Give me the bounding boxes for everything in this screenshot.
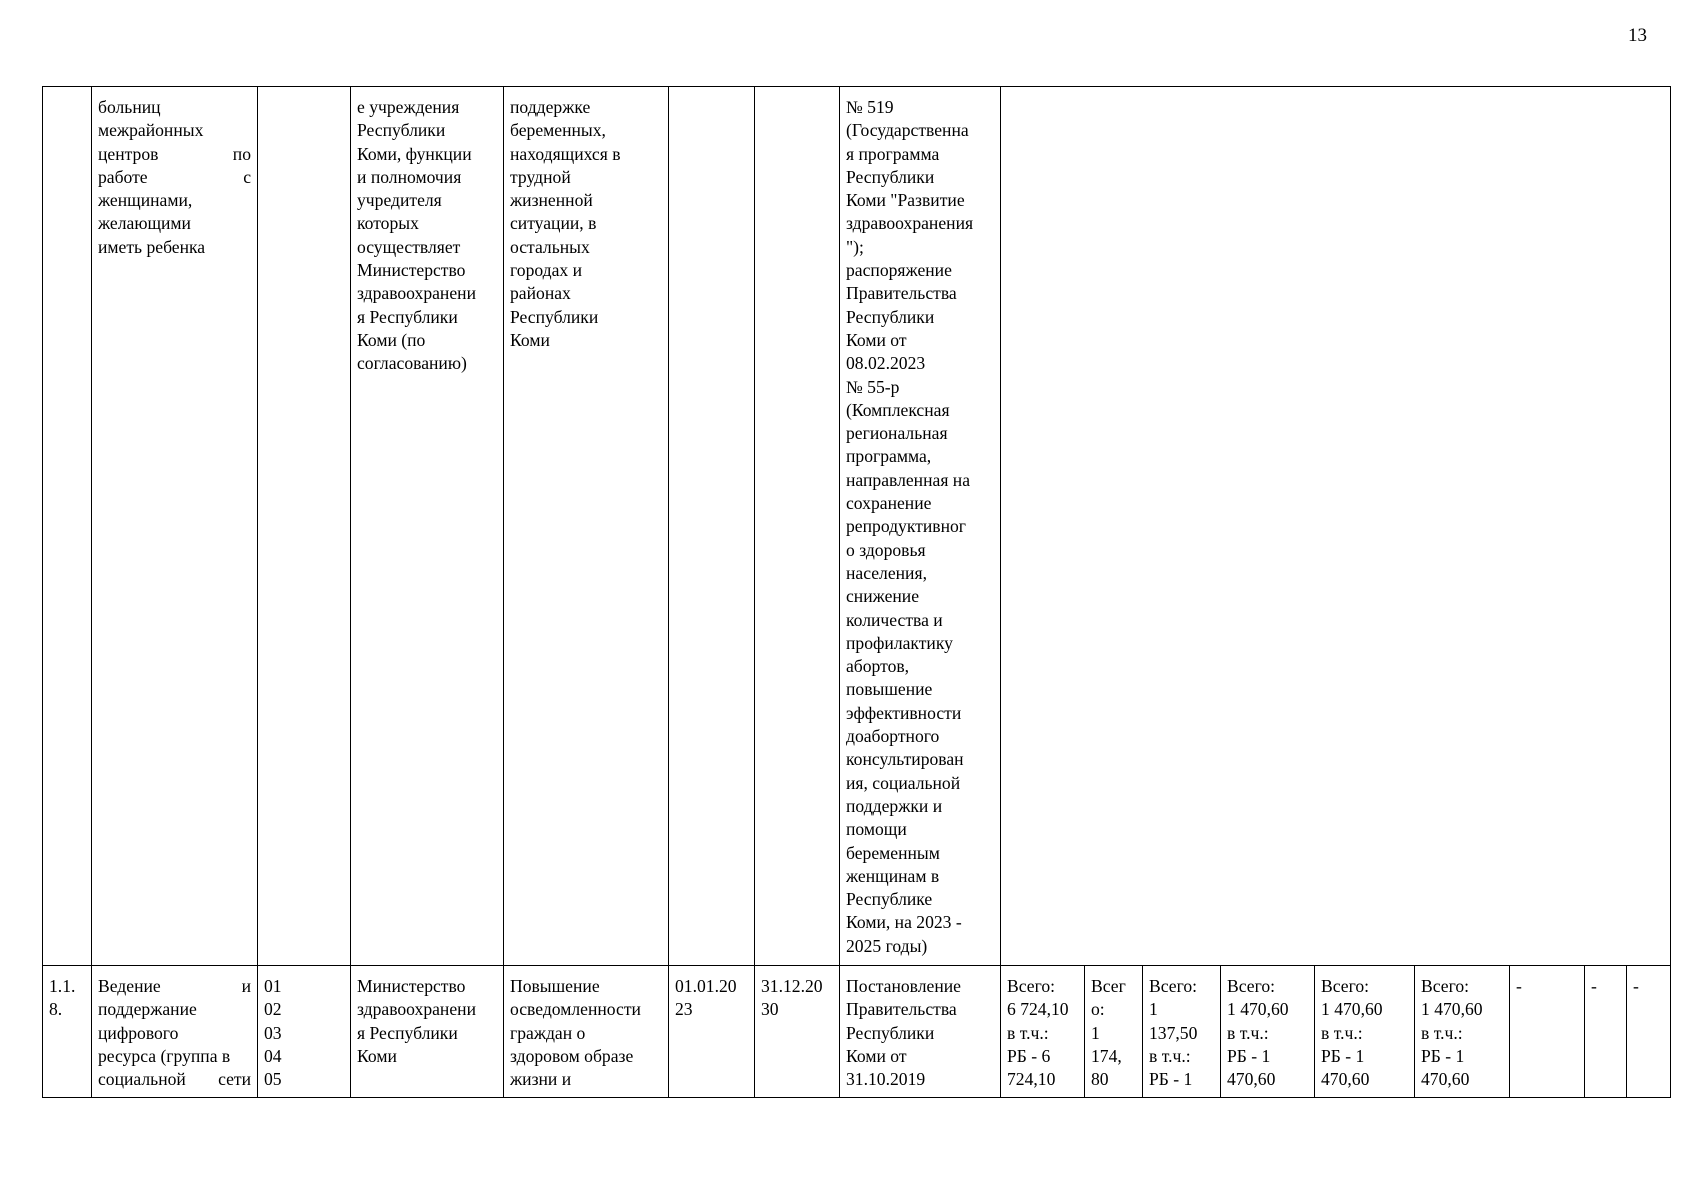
cell-end-date: 31.12.20 30 [755,966,840,1098]
cell-legal-basis: Постановление Правительства Республики Коми от 31.10.2019 [840,966,1001,1098]
cell-expected-result: поддержке беременных, находящихся в трудной жизненной ситуации, в остальных городах и районах Республики Коми [504,87,669,966]
page-number: 13 [1628,25,1647,46]
cell-number [43,87,92,966]
cell-executor: Министерство здравоохранени я Республики Коми [351,966,504,1098]
cell-financing-year-3: Всего: 1 470,60 в т.ч.: РБ - 1 470,60 [1221,966,1315,1098]
cell-codes [258,87,351,966]
cell-financing-year-4: Всего: 1 470,60 в т.ч.: РБ - 1 470,60 [1315,966,1415,1098]
cell-financing-year-6: - [1510,966,1585,1098]
cell-financing-year-5: Всего: 1 470,60 в т.ч.: РБ - 1 470,60 [1415,966,1510,1098]
cell-activity-name: Ведение и поддержание цифрового ресурса (группа в социальной сети [92,966,258,1098]
cell-codes: 01 02 03 04 05 [258,966,351,1098]
cell-activity-name: больниц межрайонных центров по работе с женщинами, желающими иметь ребенка [92,87,258,966]
cell-financing-year-8: - [1627,966,1671,1098]
cell-financing-empty [1001,87,1671,966]
cell-start-date: 01.01.20 23 [669,966,755,1098]
cell-end-date [755,87,840,966]
cell-financing-total: Всего: 6 724,10 в т.ч.: РБ - 6 724,10 [1001,966,1085,1098]
cell-start-date [669,87,755,966]
cell-legal-basis: № 519 (Государственна я программа Республики Коми "Развитие здравоохранения "); распоряжение Правительства Республики Коми от 08.02.2023 № 55-р (Комплексная региональная программа, направленная на сохранение репродуктивног о здоровья населения, снижение количества и профилактику абортов, повышение эффективности доабортного консультирован ия, социальной поддержки и помощи беременным женщинам в Республике Коми, на 2023 - 2025 годы) [840,87,1001,966]
cell-expected-result: Повышение осведомленности граждан о здоровом образе жизни и [504,966,669,1098]
cell-executor: е учреждения Республики Коми, функции и полномочия учредителя которых осуществляет Министерство здравоохранени я Республики Коми (по согласованию) [351,87,504,966]
cell-financing-year-7: - [1585,966,1627,1098]
program-activities-table [42,86,1671,1098]
table-row [43,87,1671,966]
cell-number: 1.1. 8. [43,966,92,1098]
cell-financing-year-1: Всег о: 1 174, 80 [1085,966,1143,1098]
table-row [43,966,1671,1098]
cell-financing-year-2: Всего: 1 137,50 в т.ч.: РБ - 1 [1143,966,1221,1098]
